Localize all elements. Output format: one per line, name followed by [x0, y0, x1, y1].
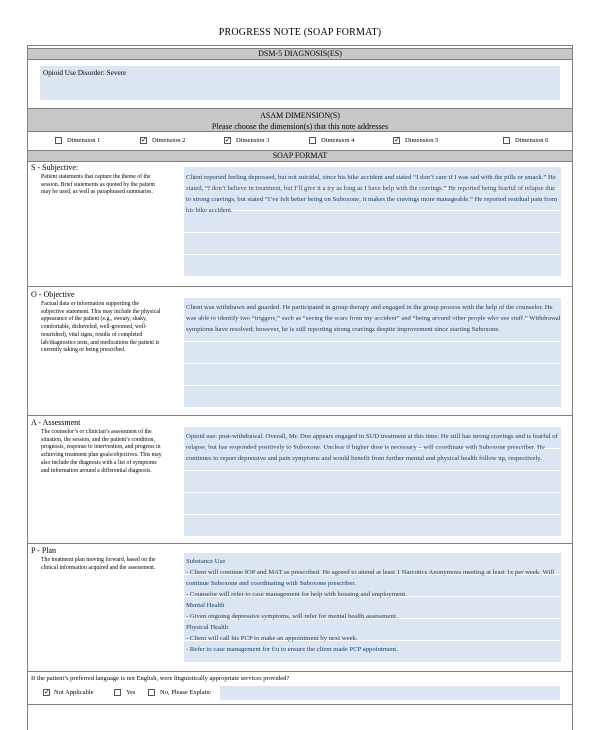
dimension-2-checkbox[interactable]: ✓ — [141, 136, 147, 144]
dimension-3-checkbox[interactable]: ✓ — [225, 136, 231, 144]
dimension-5-label: Dimension 5 — [405, 137, 439, 144]
plan-title: P - Plan — [31, 546, 57, 555]
dimension-4-checkbox[interactable] — [309, 137, 316, 144]
plan-line-iop-mat: - Client will continue IOP and MAT as prescribed. He agreed to attend at least 1 Narcotics Anonymous meeting at least 1x per week. Will continue Suboxone and coordinating with Suboxone prescriber. — [186, 569, 555, 587]
dimension-6-label: Dimension 6 — [515, 137, 549, 144]
plan-line-pcp-call: - Client will call his PCP to make an appointment by next week. — [186, 635, 358, 642]
language-services-question: If the patient’s preferred language is not English, were linguistically appropriate services provided? — [31, 675, 290, 682]
section-divider — [28, 543, 572, 544]
assessment-text: Opioid use: post-withdrawal. Overall, Mr. Doe appears engaged in SUD treatment at this time. He still has strong cravings and is fearful of relapse, but has responded positively to Suboxone. Unclear if higher dose is necessary – will coordinate with Suboxone prescriber. He continues to report depressive and pain symptoms and would benefit from further mental and physical health follow up, respectively. — [186, 433, 558, 462]
dimension-4-label: Dimension 4 — [321, 137, 355, 144]
dimension-1-checkbox[interactable] — [55, 137, 62, 144]
diagnosis-field[interactable] — [40, 66, 560, 100]
plan-line-substance-use: Substance Use — [186, 558, 226, 565]
plan-line-physical-health: Physical Health — [186, 624, 229, 631]
section-divider — [28, 671, 572, 672]
section-divider — [28, 415, 572, 416]
no-explain-checkbox[interactable] — [148, 689, 155, 696]
yes-label: Yes — [126, 689, 136, 696]
plan-line-pcp-followup: - Refer to case management for f/u to ensure the client made PCP appointment. — [186, 646, 398, 653]
subjective-description: Patient statements that capture the theme of the session. Brief statements as quoted by the patient may be used, as well as paraphrased summaries. — [41, 174, 155, 196]
plan-description: The treatment plan moving forward, based on the clinical information acquired and the assessment. — [41, 557, 156, 571]
dimension-6-checkbox[interactable] — [503, 137, 510, 144]
plan-line-mental-health-referral: - Given ongoing depressive symptoms, will refer for mental health assessment. — [186, 613, 398, 620]
plan-line-case-management: - Counselor will refer to case management for help with housing and employment. — [186, 591, 407, 598]
subjective-text: Client reported feeling depressed, but not suicidal, since his bike accident and stated “I don’t care if I was sad with the pills or smack.” He stated, “I don’t believe in treatment, but I’ll give it a try as long as I have help with the cravings.” He reported being fearful of relapse due to strong cravings, but stated “I’ve felt better being on Suboxone, it makes the cravings more manageable.” He reported residual pain from his bike accident. — [186, 174, 558, 214]
dimension-3-label: Dimension 3 — [236, 137, 270, 144]
soap-header: SOAP FORMAT — [28, 150, 572, 162]
diagnosis-value: Opioid Use Disorder: Severe — [43, 69, 127, 77]
subjective-title: S - Subjective: — [31, 163, 79, 172]
footer-divider — [28, 704, 572, 705]
dimension-5-checkbox[interactable]: ✓ — [394, 136, 400, 144]
plan-text — [186, 556, 561, 655]
form-frame — [27, 45, 573, 730]
diagnosis-header: DSM-5 DIAGNOSIS(ES) — [28, 48, 572, 60]
plan-line-mental-health: Mental Health — [186, 602, 225, 609]
assessment-title: A - Assessment — [31, 418, 81, 427]
not-applicable-checkbox[interactable]: ✓ — [44, 688, 50, 696]
objective-text: Client was withdrawn and guarded. He participated in group therapy and engaged in the group process with the help of the counselor. He was able to identify two “triggers,” such as “seeing the scars from my accident” and “being around other people who use stuff.” Withdrawal symptoms have resolved; however, he is still reporting strong cravings despite improvement since starting Suboxone. — [186, 304, 561, 333]
asam-header — [28, 108, 572, 132]
dimension-1-label: Dimension 1 — [67, 137, 101, 144]
asam-title: ASAM DIMENSION(S) — [260, 111, 340, 120]
objective-description: Factual data or information supporting the subjective statement. This may include the physical appearance of the patient (e.g., sweaty, shaky, comfortable, disheveled, well-groomed, well-nourished), vital signs, results of completed lab/diagnostics tests, and medications the patient is currently taking or being prescribed. — [41, 301, 161, 354]
not-applicable-label: Not Applicable — [54, 689, 94, 696]
explain-field[interactable] — [220, 686, 560, 700]
asam-instruction: Please choose the dimension(s) that this note addresses — [211, 122, 389, 131]
no-explain-label: No, Please Explain: — [160, 689, 212, 696]
document-title: PROGRESS NOTE (SOAP FORMAT) — [218, 27, 382, 38]
yes-checkbox[interactable] — [114, 689, 121, 696]
dimension-2-label: Dimension 2 — [152, 137, 186, 144]
section-divider — [28, 286, 572, 287]
objective-title: O - Objective — [31, 290, 75, 299]
assessment-description: The counselor’s or clinician’s assessment of the situation, the session, and the patient’s condition, prognosis, response to intervention, and progress in achieving treatment plan goals/objectives. This may also include the diagnosis with a list of symptoms and information around a differential diagnosis. — [41, 429, 162, 474]
